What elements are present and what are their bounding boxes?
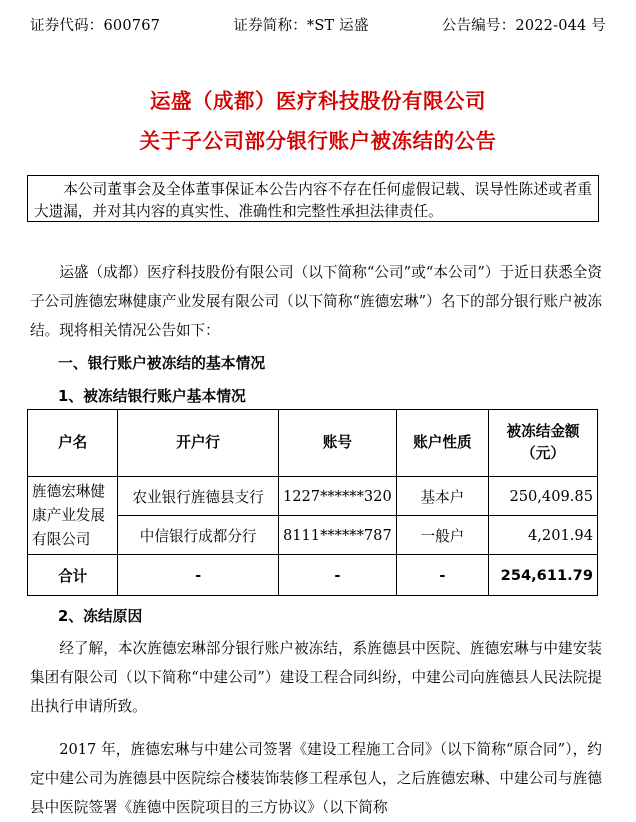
section-heading-1: 一、银行账户被冻结的基本情况 xyxy=(58,355,266,372)
table-header-row xyxy=(28,410,598,477)
account-number: 1227******320 xyxy=(278,477,396,516)
reason-paragraph-1: 经了解，本次旌德宏琳部分银行账户被冻结，系旌德县中医院、旌德宏琳与中建安装集团有限公司（以下简称“中建公司”）建设工程合同纠纷，中建公司向旌德县人民法院提出执行申请所致。 xyxy=(30,640,602,715)
table-total-row xyxy=(28,555,598,596)
header-type: 账户性质 xyxy=(396,410,488,477)
header-amount: 被冻结金额（元） xyxy=(489,410,598,477)
bank-name: 中信银行成都分行 xyxy=(118,516,279,555)
title-subject: 关于子公司部分银行账户被冻结的公告 xyxy=(139,129,497,153)
section-heading-1-2: 2、冻结原因 xyxy=(58,608,143,625)
header-bank: 开户行 xyxy=(118,410,279,477)
stock-code: 证券代码：600767 xyxy=(30,18,161,34)
frozen-amount: 250,409.85 xyxy=(489,477,598,516)
total-type: - xyxy=(396,555,488,596)
total-account: - xyxy=(278,555,396,596)
reason-paragraph-2: 2017 年，旌德宏琳与中建公司签署《建设工程施工合同》（以下简称“原合同”），约定中建公司为旌德县中医院综合楼装饰装修工程承包人，之后旌德宏琳、中建公司与旌德县中医院签署《旌德中医院项目的三方协议》（以下简称 xyxy=(30,741,602,816)
frozen-accounts-table xyxy=(27,409,598,596)
intro-paragraph: 运盛（成都）医疗科技股份有限公司（以下简称“公司”或“本公司”）于近日获悉全资子公司旌德宏琳健康产业发展有限公司（以下简称“旌德宏琳”）名下的部分银行账户被冻结。现将相关情况公告如下： xyxy=(30,264,602,339)
total-amount: 254,611.79 xyxy=(489,555,598,596)
header-holder: 户名 xyxy=(28,410,118,477)
notice-number: 公告编号：2022-044 号 xyxy=(441,18,606,34)
total-bank: - xyxy=(118,555,279,596)
bank-name: 农业银行旌德县支行 xyxy=(118,477,279,516)
account-type: 一般户 xyxy=(396,516,488,555)
frozen-amount: 4,201.94 xyxy=(489,516,598,555)
total-label: 合计 xyxy=(28,555,118,596)
header-line xyxy=(30,14,606,35)
table-row xyxy=(28,477,598,516)
title-company: 运盛（成都）医疗科技股份有限公司 xyxy=(150,89,486,113)
account-number: 8111******787 xyxy=(278,516,396,555)
header-account: 账号 xyxy=(278,410,396,477)
account-holder: 旌德宏琳健康产业发展有限公司 xyxy=(28,477,118,555)
account-type: 基本户 xyxy=(396,477,488,516)
disclaimer-box: 本公司董事会及全体董事保证本公告内容不存在任何虚假记载、误导性陈述或者重大遗漏，并对其内容的真实性、准确性和完整性承担法律责任。 xyxy=(27,175,599,222)
section-heading-1-1: 1、被冻结银行账户基本情况 xyxy=(58,388,246,405)
stock-short-name: 证券简称：*ST 运盛 xyxy=(233,18,369,34)
